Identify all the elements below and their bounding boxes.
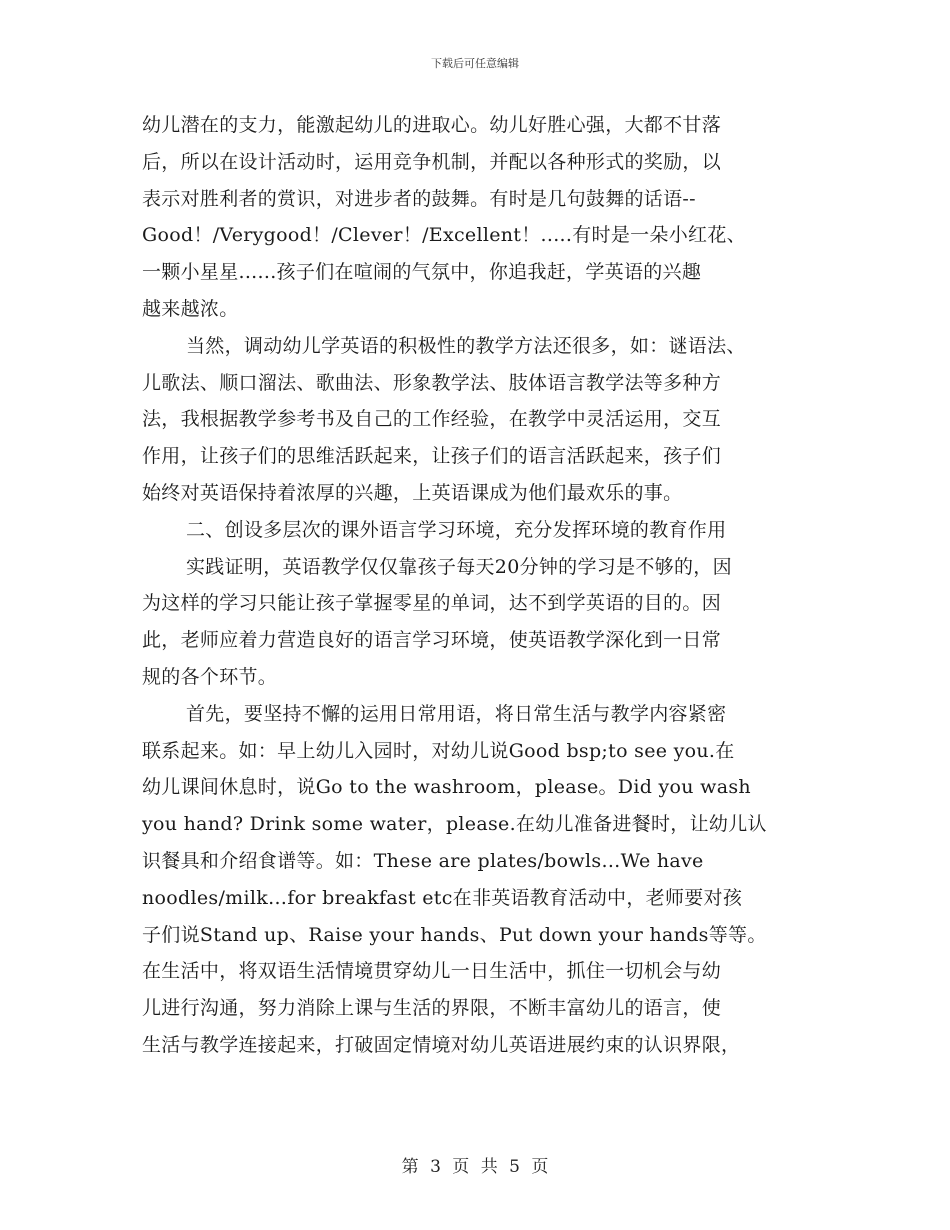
section-heading: 二、创设多层次的课外语言学习环境，充分发挥环境的教育作用 [186, 518, 727, 541]
text-line: 越来越浓。 [142, 297, 239, 320]
text-line: 儿歌法、顺口溜法、歌曲法、形象教学法、肢体语言教学法等多种方 [142, 371, 722, 394]
page-header: 下载后可任意编辑 [431, 57, 519, 70]
text-line: 识餐具和介绍食谱等。如：These are plates/bowls…We have [142, 849, 704, 872]
text-line: 当然，调动幼儿学英语的积极性的教学方法还很多，如：谜语法、 [186, 334, 746, 357]
page-number-footer: 第 3 页 共 5 页 [401, 1157, 549, 1177]
text-line: you hand? Drink some water，please.在幼儿准备进餐时，让幼儿认 [142, 813, 767, 836]
text-line: 作用，让孩子们的思维活跃起来，让孩子们的语言活跃起来，孩子们 [142, 445, 722, 468]
text-line: 生活与教学连接起来，打破固定情境对幼儿英语进展约束的认识界限， [142, 1033, 741, 1056]
text-line: 联系起来。如：早上幼儿入园时，对幼儿说Good bsp;to see you.在 [142, 739, 735, 762]
text-line: 为这样的学习只能让孩子掌握零星的单词，达不到学英语的目的。因 [142, 592, 722, 615]
text-line: noodles/milk…for breakfast etc在非英语教育活动中，老师要对孩 [142, 886, 743, 909]
text-line: 幼儿潜在的支力，能激起幼儿的进取心。幼儿好胜心强，大都不甘落 [142, 114, 722, 136]
document-body [142, 107, 808, 1064]
text-line: 一颗小星星......孩子们在喧闹的气氛中，你追我赶，学英语的兴趣 [142, 261, 702, 284]
text-line: 在生活中，将双语生活情境贯穿幼儿一日生活中，抓住一切机会与幼 [142, 960, 722, 983]
text-line: 首先，要坚持不懈的运用日常用语，将日常生活与教学内容紧密 [186, 702, 727, 725]
text-line: 后，所以在设计活动时，运用竞争机制，并配以各种形式的奖励，以 [142, 150, 722, 173]
text-line: Good！/Verygood！/Clever！/Excellent！.....有时是一朵小红花、 [142, 224, 746, 247]
text-line: 子们说Stand up、Raise your hands、Put down your hands等等。 [142, 923, 767, 946]
text-line: 规的各个环节。 [142, 665, 278, 688]
text-line: 法，我根据教学参考书及自己的工作经验，在教学中灵活运用，交互 [142, 408, 722, 431]
text-line: 此，老师应着力营造良好的语言学习环境，使英语教学深化到一日常 [142, 629, 722, 652]
text-line: 儿进行沟通，努力消除上课与生活的界限，不断丰富幼儿的语言，使 [142, 997, 722, 1020]
text-line: 表示对胜利者的赏识，对进步者的鼓舞。有时是几句鼓舞的话语-- [142, 187, 696, 210]
text-line: 幼儿课间休息时，说Go to the washroom，please。Did you wash [142, 776, 751, 799]
text-line: 实践证明，英语教学仅仅靠孩子每天20分钟的学习是不够的，因 [186, 555, 732, 578]
text-line: 始终对英语保持着浓厚的兴趣，上英语课成为他们最欢乐的事。 [142, 481, 683, 504]
